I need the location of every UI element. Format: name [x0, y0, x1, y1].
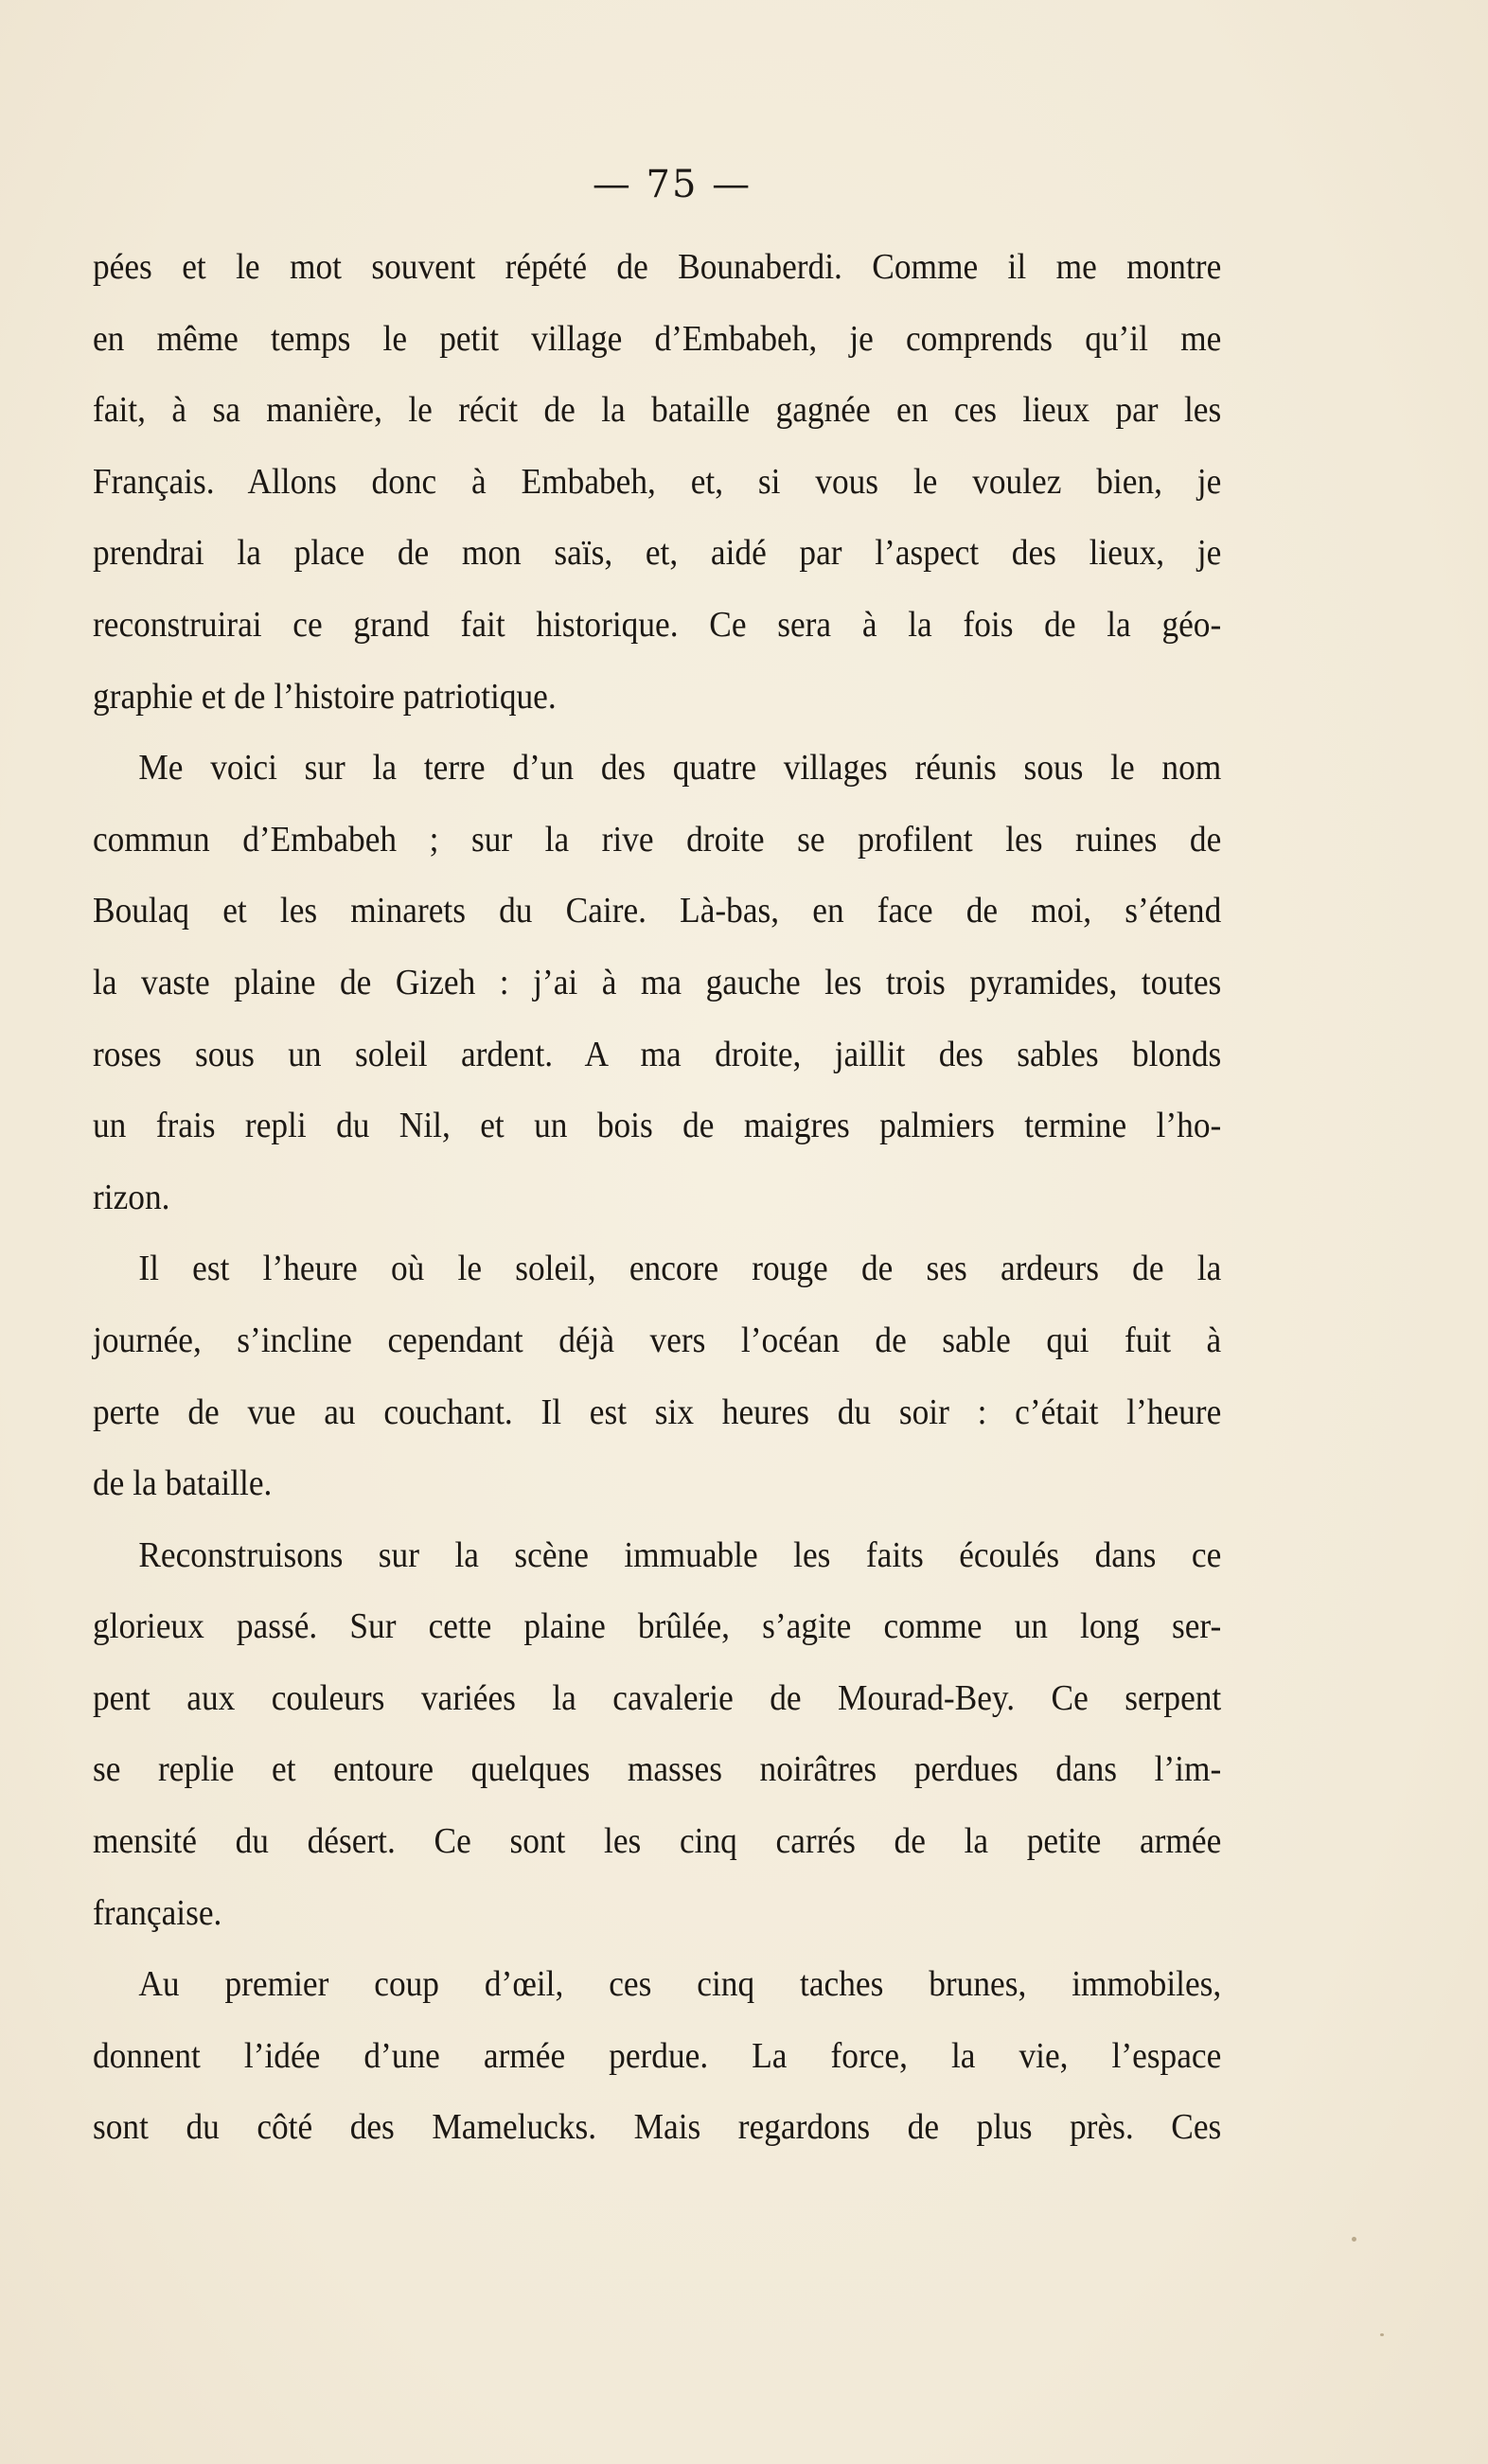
text-line: Au premier coup d’œil, ces cinq taches brunes, immobiles, — [138, 1964, 1222, 2005]
text-line: journée, s’incline cependant déjà vers l’océan de sable qui fuit à — [93, 1320, 1222, 1360]
page-number: — 75 — — [592, 163, 753, 206]
text-line: reconstruirai ce grand fait historique. Ce sera à la fois de la géo- — [93, 604, 1222, 645]
body-text — [93, 232, 1221, 2164]
paper-speck — [1352, 2237, 1356, 2242]
text-line: en même temps le petit village d’Embabeh, je comprends qu’il me — [93, 318, 1222, 359]
text-line: pées et le mot souvent répété de Bounaberdi. Comme il me montre — [93, 247, 1222, 287]
text-line: fait, à sa manière, le récit de la bataille gagnée en ces lieux par les — [93, 390, 1222, 431]
text-line: graphie et de l’histoire patriotique. — [93, 676, 557, 717]
text-line: donnent l’idée d’une armée perdue. La force, la vie, l’espace — [93, 2035, 1222, 2076]
text-line: perte de vue au couchant. Il est six heures du soir : c’était l’heure — [93, 1392, 1222, 1432]
text-line: prendrai la place de mon saïs, et, aidé par l’aspect des lieux, je — [93, 533, 1222, 574]
text-line: pent aux couleurs variées la cavalerie de Mourad-Bey. Ce serpent — [93, 1677, 1222, 1718]
text-line: Il est l’heure où le soleil, encore rouge de ses ardeurs de la — [138, 1249, 1222, 1289]
text-line: française. — [93, 1892, 222, 1933]
text-line: un frais repli du Nil, et un bois de maigres palmiers termine l’ho- — [93, 1106, 1222, 1146]
text-line: mensité du désert. Ce sont les cinq carrés de la petite armée — [93, 1821, 1222, 1862]
text-line: Français. Allons donc à Embabeh, et, si vous le voulez bien, je — [93, 461, 1222, 502]
text-line: rizon. — [93, 1177, 170, 1217]
text-line: roses sous un soleil ardent. A ma droite, jaillit des sables blonds — [93, 1034, 1222, 1074]
text-line: se replie et entoure quelques masses noirâtres perdues dans l’im- — [93, 1749, 1222, 1790]
text-line: Me voici sur la terre d’un des quatre villages réunis sous le nom — [138, 748, 1222, 789]
text-line: Reconstruisons sur la scène immuable les faits écoulés dans ce — [138, 1534, 1222, 1575]
paper-speck — [1380, 2333, 1384, 2336]
text-line: la vaste plaine de Gizeh : j’ai à ma gauche les trois pyramides, toutes — [93, 962, 1222, 1002]
text-line: commun d’Embabeh ; sur la rive droite se profilent les ruines de — [93, 819, 1222, 860]
text-line: sont du côté des Mamelucks. Mais regardons de plus près. Ces — [93, 2107, 1222, 2148]
text-line: de la bataille. — [93, 1463, 273, 1504]
text-line: glorieux passé. Sur cette plaine brûlée, s’agite comme un long ser- — [93, 1606, 1222, 1647]
text-line: Boulaq et les minarets du Caire. Là-bas, en face de moi, s’étend — [93, 891, 1222, 931]
